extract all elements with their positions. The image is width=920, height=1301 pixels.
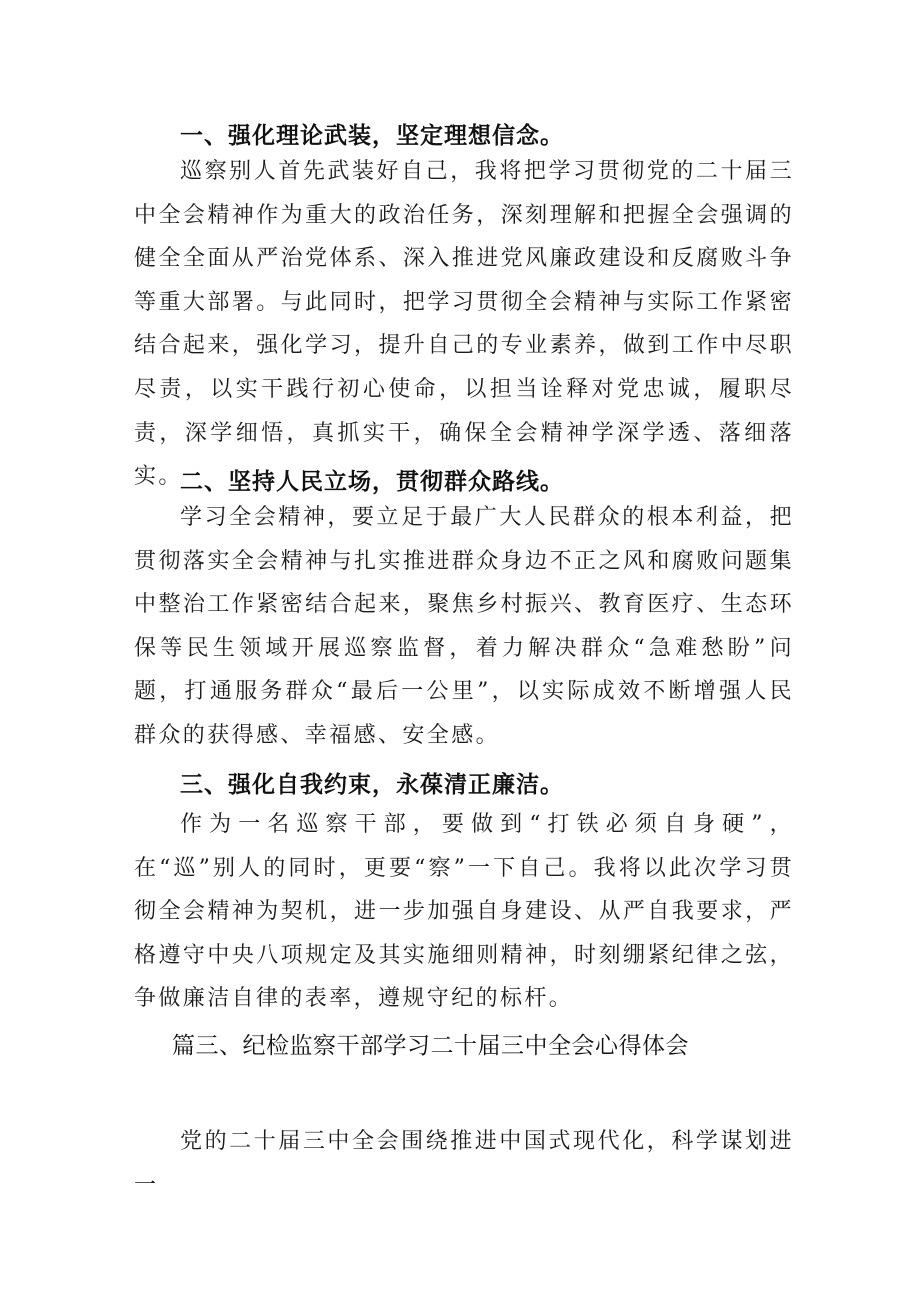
section-2-paragraph: 学习全会精神，要立足于最广大人民群众的根本利益，把贯彻落实全会精神与扎实推进群众身边不正之风和腐败问题集中整治工作紧密结合起来，聚焦乡村振兴、教育医疗、生态环保等民生领域开展巡察监督，着力解决群众“急难愁盼”问题，打通服务群众“最后一公里”，以实际成效不断增强人民群众的获得感、幸福感、安全感。	[134, 505, 794, 748]
section-1-paragraph: 巡察别人首先武装好自己，我将把学习贯彻党的二十届三中全会精神作为重大的政治任务，深刻理解和把握全会强调的健全全面从严治党体系、深入推进党风廉政建设和反腐败斗争等重大部署。与此同时，把学习贯彻全会精神与实际工作紧密结合起来，强化学习，提升自己的专业素养，做到工作中尽职尽责，以实干践行初心使命，以担当诠释对党忠诚，履职尽责，深学细悟，真抓实干，确保全会精神学深学透、落细落实。	[134, 159, 794, 490]
opening-paragraph: 党的二十届三中全会围绕推进中国式现代化，科学谋划进一	[134, 1129, 794, 1198]
section-1-heading: 一、强化理论武装，坚定理想信念。	[180, 123, 564, 149]
section-3-paragraph: 作为一名巡察干部，要做到“打铁必须自身硬”，在“巡”别人的同时，更要“察”一下自己。我将以此次学习贯彻全会精神为契机，进一步加强自身建设、从严自我要求，严格遵守中央八项规定及其实施细则精神，时刻绷紧纪律之弦，争做廉洁自律的表率，遵规守纪的标杆。	[134, 812, 794, 1012]
article-title: 篇三、纪检监察干部学习二十届三中全会心得体会	[172, 1033, 689, 1059]
section-3-heading: 三、强化自我约束，永葆清正廉洁。	[180, 772, 564, 798]
section-2-heading: 二、坚持人民立场，贯彻群众路线。	[180, 469, 564, 495]
